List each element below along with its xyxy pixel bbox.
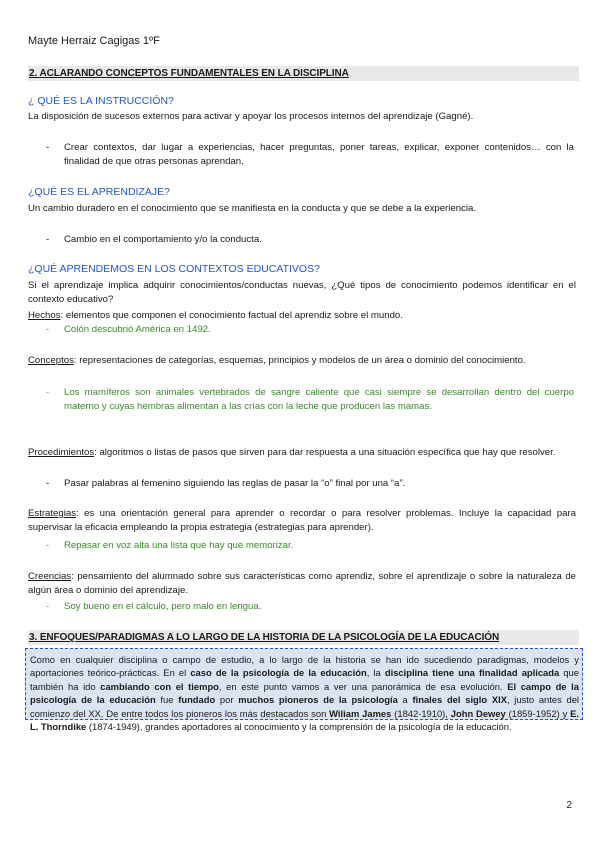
hechos-example: - Colón descubrió América en 1492.: [46, 324, 211, 335]
estrategias-definition: Estrategias: es una orientación general para aprender o recordar o para resolver problemas. Incluye la capacidad para supervisar la eficacia empleando la propia estrategia (estrategias para aprender).: [28, 508, 576, 534]
author-name: Mayte Herraiz Cagigas 1ºF: [28, 35, 160, 47]
creencias-example: - Soy bueno en el cálculo, pero malo en lengua.: [46, 601, 262, 612]
question-instruccion: ¿ QUÉ ES LA INSTRUCCIÓN?: [28, 95, 174, 107]
paradigms-text-box: [25, 648, 583, 733]
section-3-heading: 3. ENFOQUES/PARADIGMAS A LO LARGO DE LA HISTORIA DE LA PSICOLOGÍA DE LA EDUCACIÓN: [28, 630, 579, 645]
conceptos-example: - Los mamíferos son animales vertebrados de sangre caliente que casi siempre se desarrollan dentro del cuerpo materno y cuyas hembras alimentan a las crías con la leche que producen las mamas.: [46, 387, 574, 413]
question-contextos: ¿QUÉ APRENDEMOS EN LOS CONTEXTOS EDUCATIVOS?: [28, 263, 320, 275]
contextos-intro: Si el aprendizaje implica adquirir conocimientos/conductas nuevas, ¿Qué tipos de conocimiento podemos identificar en el contexto educativo?: [28, 280, 576, 306]
conceptos-definition: Conceptos: representaciones de categorías, esquemas, principios y modelos de un área o dominio del conocimiento.: [28, 355, 526, 366]
hechos-definition: Hechos: elementos que componen el conocimiento factual del aprendiz sobre el mundo.: [28, 310, 403, 321]
procedimientos-definition: Procedimientos: algoritmos o listas de pasos que sirven para dar respuesta a una situación específica que hay que resolver.: [28, 447, 556, 458]
estrategias-example: - Repasar en voz alta una lista que hay que memorizar.: [46, 540, 294, 551]
instruccion-bullet: - Crear contextos, dar lugar a experiencias, hacer preguntas, poner tareas, explicar, exponer contenidos… con la finalidad de que otras personas aprendan.: [46, 142, 574, 168]
page-number: 2: [566, 800, 572, 811]
aprendizaje-definition: Un cambio duradero en el conocimiento que se manifiesta en la conducta y que se debe a la experiencia.: [28, 203, 476, 214]
instruccion-definition: La disposición de sucesos externos para activar y apoyar los procesos internos del aprendizaje (Gagné).: [28, 111, 474, 122]
paradigms-paragraph: Como en cualquier disciplina o campo de estudio, a lo largo de la historia se han ido sucediendo paradigmas, modelos y aportaciones teórico-prácticas. En el caso de la psicología de la educación, la disciplina tiene una finalidad aplicada que también ha ido cambiando con el tiempo, en este punto vamos a ver una panorámica de esa evolución. El campo de la psicología de la educación fue fundado por muchos pioneros de la psicología a finales del siglo XIX, justo antes del comienzo del XX. De entre todos los pioneros los más destacados son Wiliam James (1842-1910), John Dewey (1859-1952) y E. L. Thorndike (1874-1949), grandes aportadores al conocimiento y la comprensión de la psicología de la educación.: [30, 654, 580, 733]
aprendizaje-bullet: - Cambio en el comportamiento y/o la conducta.: [46, 234, 262, 245]
creencias-definition: Creencias: pensamiento del alumnado sobre sus características como aprendiz, sobre el aprendizaje o sobre la naturaleza de algún área o dominio del aprendizaje.: [28, 571, 576, 597]
question-aprendizaje: ¿QUÉ ES EL APRENDIZAJE?: [28, 186, 170, 198]
section-2-heading: 2. ACLARANDO CONCEPTOS FUNDAMENTALES EN LA DISCIPLINA: [28, 66, 579, 81]
procedimientos-example: - Pasar palabras al femenino siguiendo las reglas de pasar la “o” final por una “a”.: [46, 478, 406, 489]
